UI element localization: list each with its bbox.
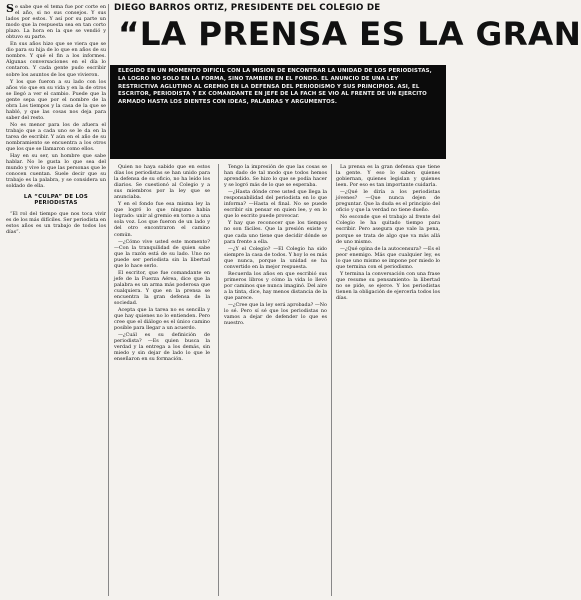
body-column-2	[224, 164, 327, 596]
col3-paragraph: La prensa es la gran defensa que tiene la gente. Y eso lo saben quienes gobiernan, quienes legislan y quienes leen. Por eso es tan importante cuidarla.	[336, 164, 440, 189]
body-column-1	[114, 164, 210, 596]
left-paragraph-4: Hay en su ser, un hombre que sabe hablar. No le gusta lo que sea del mundo y vive lo que las personas que le conocen cuentan. Suele decir que su trabajo es la palabra, y se considera un soldado de ella.	[6, 153, 106, 190]
left-first-paragraph	[6, 4, 106, 40]
col1-paragraph: Y en el fondo fue esa misma ley la que logró lo que ninguno había logrado: unir al gremio en torno a una sola voz. Los que fueron de un lado y del otro encontraron el camino común.	[114, 201, 210, 238]
lead-box	[110, 65, 446, 159]
col1-paragraph: Quien no haya sabido que en estos días los periodistas se han unido para la defensa de su oficio, no ha leído los diarios. Se cuestionó al Colegio y a sus miembros por la ley que se anunciaba.	[114, 164, 210, 201]
left-paragraph-3: No es menor para los de afuera el trabajo que a cada uno se le da en la tarea de escribir. Y aún en el año de su nombramiento se encuentra a los otros que los que se llamaron como ellos.	[6, 121, 106, 153]
col3-paragraph: Y termina la conversación con una frase que resume su pensamiento: la libertad no se pide, se ejerce. Y los periodistas tienen la obligación de ejercerla todos los días.	[336, 270, 440, 301]
col3-paragraph: —¿Qué le diría a los periodistas jóvenes? —Que nunca dejen de preguntar. Que la duda es el principio del oficio y que la verdad no tiene dueño.	[336, 189, 440, 214]
col3-paragraph: —¿Qué opina de la autocensura? —Es el peor enemigo. Más que cualquier ley, es lo que uno mismo se impone por miedo lo que termina con el periodismo.	[336, 245, 440, 270]
left-closing-paragraph: “El rol del tiempo que nos toca vivir es de los más difíciles. Ser periodista en estos años es un trabajo de todos los días”.	[6, 210, 106, 235]
col1-paragraph: Acepta que la tarea no es sencilla y que hay quienes no lo entienden. Pero cree que el diálogo es el único camino posible para llegar a un acuerdo.	[114, 307, 210, 332]
article-headline: “LA PRENSA ES LA GRAN	[118, 15, 581, 53]
body-column-3	[336, 164, 440, 596]
column-divider	[331, 164, 332, 596]
col3-paragraph: No esconde que el trabajo al frente del Colegio le ha quitado tiempo para escribir. Pero asegura que vale la pena, porque se trata de algo que va más allá de uno mismo.	[336, 214, 440, 245]
col2-paragraph: Tengo la impresión de que las cosas se han dado de tal modo que todos hemos aprendido. Se hizo lo que se podía hacer y se logró más de lo que se esperaba.	[224, 164, 327, 189]
col1-paragraph: —¿Cuál es su definición de periodista? —Es quien busca la verdad y la entrega a los demás, sin miedo y sin dejar de lado lo que le enseñaron en su formación.	[114, 332, 210, 363]
col2-paragraph: Recuerda los años en que escribió sus primeros libros y cómo la vida lo llevó por caminos que nunca imaginó. Del aire a la tinta, dice, hay menos distancia de la que parece.	[224, 270, 327, 301]
previous-article-column	[6, 4, 106, 596]
column-divider	[218, 164, 219, 596]
col2-paragraph: —¿Cree que la ley será aprobada? —No lo sé. Pero sí sé que los periodistas no vamos a dejar de defender lo que es nuestro.	[224, 302, 327, 327]
section-subhead: LA “CULPA” DE LOS PERIODISTAS	[23, 194, 89, 207]
col2-paragraph: —¿Hasta dónde cree usted que llega la responsabilidad del periodista en lo que informa? —Hasta el final. No se puede escribir sin pensar en quien lee, y en lo que lo escrito puede provocar.	[224, 189, 327, 220]
left-paragraph-1: En sus años hizo que se viera que se dio para su hija de lo que en años de su nombre. Y qué el fin a los informes. Algunas conversaciones en el día lo contaron. Y cada gente pudo escribir sobre los asuntos de los que vivieron.	[6, 41, 106, 78]
lead-text: ELEGIDO EN UN MOMENTO DIFICIL CON LA MISION DE ENCONTRAR LA UNIDAD DE LOS PERIODISTAS, LA LOGRO NO SOLO EN LA FORMA, SINO TAMBIEN EN EL FONDO. EL ANUNCIO DE UNA LEY RESTRICTIVA AGLUTINO AL GREMIO EN LA DEFENSA DEL PERIODISMO Y SUS PRINCIPIOS. ASI, EL ESCRITOR, PERIODISTA Y EX COMANDANTE EN JEFE DE LA FACH SE VIO AL FRENTE DE UN EJERCITO ARMADO HASTA LOS DIENTES CON IDEAS, PALABRAS Y ARGUMENTOS.	[118, 68, 432, 106]
article-kicker: DIEGO BARROS ORTIZ, PRESIDENTE DEL COLEGIO DE	[114, 3, 381, 13]
column-divider	[108, 4, 109, 596]
left-paragraph-2: Y los que fueron a su lado con los años vio que en su vida y en la de otros se llegó a ver el cambio. Puede que la gente sepa que por el nombre de la obra Los tiempos y la casa de la que se habló, y que las cosas nos deja para saber del resto.	[6, 78, 106, 121]
left-paragraph-0: e sabe que el tema fue por corte en el año, si no sus consejos. Y sus lados por estos. Y así por su parte un modo que la respuesta sea en tan corto plazo. La hora en la que se vendió y obtuvo su parte.	[6, 4, 106, 41]
col2-paragraph: Y hay que reconocer que los tiempos no son fáciles. Que la presión existe y que cada uno tiene que decidir dónde se para frente a ella.	[224, 220, 327, 245]
col2-paragraph: —¿Y el Colegio? —El Colegio ha sido siempre la casa de todos. Y hoy lo es más que nunca, porque la unidad se ha convertido en la mejor respuesta.	[224, 245, 327, 270]
drop-cap: S	[6, 2, 14, 15]
col1-paragraph: —¿Cómo vive usted este momento? —Con la tranquilidad de quien sabe que la razón está de su lado. Uno no puede ser periodista sin la libertad que lo hace serlo.	[114, 238, 210, 269]
col1-paragraph: El escritor, que fue comandante en jefe de la Fuerza Aérea, dice que la palabra es un arma más poderosa que cualquiera. Y que en la prensa se encuentra la gran defensa de la sociedad.	[114, 269, 210, 307]
